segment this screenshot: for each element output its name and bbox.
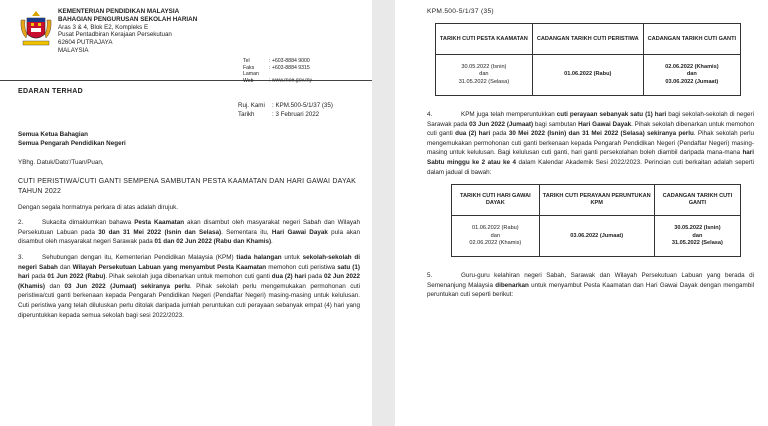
intro-paragraph: Dengan segala hormatnya perkara di atas adalah dirujuk.	[18, 203, 178, 211]
division-name: BAHAGIAN PENGURUSAN SEKOLAH HARIAN	[58, 15, 198, 23]
document-page-2	[395, 0, 768, 426]
recipients	[18, 130, 360, 148]
table-cell: 01.06.2022 (Rabu)	[532, 55, 643, 96]
document-page-1	[0, 0, 372, 426]
table-cell: 02.06.2022 (Khamis) dan 03.06.2022 (Jumaat)	[643, 55, 740, 96]
fax-label: Faks	[243, 64, 255, 71]
page-reference: KPM.500-5/1/37 (35)	[427, 8, 494, 15]
table-cell: 01.06.2022 (Rabu) dan 02.06.2022 (Khamis)	[452, 216, 540, 257]
paragraph-2: 2. Sukacita dimaklumkan bahawa Pesta Kaamatan akan disambut oleh masyarakat negeri Sabah dan Wilayah Persekutuan Labuan pada 30 dan 31 Mei 2022 (Isnin dan Selasa). Sementara itu, Hari Gawai Dayak pula akan disambut oleh masyarakat negeri Sarawak pada 01 dan 02 Jun 2022 (Rabu dan Khamis).	[18, 219, 361, 246]
malaysia-coat-of-arms-icon	[18, 8, 54, 48]
date-label: Tarikh	[238, 111, 255, 118]
header-divider	[0, 80, 372, 81]
recipient-line: Semua Ketua Bahagian	[18, 131, 88, 138]
paragraph-4: 4. KPM juga telah memperuntukkan cuti perayaan sebanyak satu (1) hari bagi sekolah-sekolah di negeri Sarawak pada 03 Jun 2022 (Jumaat) bagi sambutan Hari Gawai Dayak. Pihak sekolah dibenarkan untuk memohon cuti ganti dua (2) hari pada 30 Mei 2022 (Isnin) dan 31 Mei 2022 (Selasa) sekiranya perlu. Pihak sekolah perlu mengemukakan permohonan cuti ganti berkenaan kepada Pengarah Pendidikan Negeri (Pendaftar Negeri) masing-masing untuk kelulusan. Bagi kelulusan cuti ganti, hari ganti persekolahan boleh diambil daripada mana-mana hari Sabtu minggu ke 2 atau ke 4 dalam Kalendar Akademik Sesi 2022/2023. Perincian cuti berkaitan adalah seperti dalam jadual di bawah:	[427, 111, 754, 176]
recipient-line: Semua Pengarah Pendidikan Negeri	[18, 140, 126, 147]
classification: EDARAN TERHAD	[18, 88, 83, 95]
reference-block	[238, 101, 360, 119]
paragraph-number: 5.	[427, 272, 433, 280]
address-line: 62604 PUTRAJAYA	[58, 39, 113, 47]
fax-value: : +603-8884 9315	[269, 64, 310, 71]
subject-heading: CUTI PERISTIWA/CUTI GANTI SEMPENA SAMBUTAN PESTA KAAMATAN DAN HARI GAWAI DAYAK TAHUN 2022	[18, 177, 357, 195]
table-header-row	[436, 24, 741, 55]
paragraph-3: 3. Sehubungan dengan itu, Kementerian Pendidikan Malaysia (KPM) tiada halangan untuk sekolah-sekolah di negeri Sabah dan Wilayah Persekutuan Labuan yang menyambut Pesta Kaamatan memohon cuti peristiwa satu (1) hari pada 01 Jun 2022 (Rabu). Pihak sekolah juga dibenarkan untuk memohon cuti ganti dua (2) hari pada 02 Jun 2022 (Khamis) dan 03 Jun 2022 (Jumaat) sekiranya perlu. Pihak sekolah perlu mengemukakan permohonan cuti peristiwa/cuti ganti berkenaan kepada Pengarah Pendidikan Negeri (Pendaftar Negeri) masing-masing untuk kelulusan. Cuti peristiwa yang telah diluluskan perlu ditolak daripada jumlah peruntukan cuti perayaan sebanyak empat (4) hari yang diperuntukkan kepada semua sekolah bagi sesi 2022/2023.	[18, 253, 361, 319]
letterhead	[18, 6, 360, 84]
kaamatan-leave-table	[435, 23, 741, 96]
address-line: Pusat Pentadbiran Kerajaan Persekutuan	[58, 31, 172, 39]
organization-block	[58, 8, 197, 55]
table-header-cell: CADANGAN TARIKH CUTI PERISTIWA	[532, 24, 643, 55]
gawai-leave-table	[451, 184, 741, 257]
table-header-cell: CADANGAN TARIKH CUTI GANTI	[654, 185, 740, 216]
tel-value: : +603-8884 9000	[269, 58, 310, 64]
table-header-cell: TARIKH CUTI PESTA KAAMATAN	[436, 24, 533, 55]
paragraph-5: 5. Guru-guru kelahiran negeri Sabah, Sarawak dan Wilayah Persekutuan Labuan yang berada di Semenanjung Malaysia dibenarkan untuk menyambut Pesta Kaamatan dan Hari Gawai Dayak dengan mengambil peruntukan cuti seperti berikut:	[427, 272, 754, 299]
table-row	[436, 55, 741, 96]
ref-value: : KPM.500-5/1/37 (35)	[272, 102, 333, 109]
paragraph-number: 4.	[427, 111, 433, 118]
web-label: Laman Web	[243, 71, 259, 84]
table-cell: 30.05.2022 (Isnin) dan 31.05.2022 (Selasa)	[436, 55, 533, 96]
address-line: Aras 3 & 4, Blok E2, Kompleks E	[58, 23, 149, 31]
address-line: MALAYSIA	[58, 46, 89, 54]
tel-label: Tel	[243, 58, 250, 64]
table-header-row	[452, 185, 741, 216]
table-cell: 30.05.2022 (Isnin) dan 31.05.2022 (Selasa)	[654, 216, 740, 257]
ref-label: Ruj. Kami	[238, 102, 265, 109]
table-header-cell: TARIKH CUTI PERAYAAN PERUNTUKAN KPM	[539, 185, 654, 216]
web-value: : www.moe.gov.my	[269, 77, 313, 84]
salutation: YBhg. Datuk/Dato'/Tuan/Puan,	[18, 159, 104, 166]
ministry-name: KEMENTERIAN PENDIDIKAN MALAYSIA	[58, 8, 180, 15]
table-row	[452, 216, 741, 257]
paragraph-number: 2.	[18, 219, 24, 227]
paragraph-number: 3.	[18, 253, 24, 261]
date-value: : 3 Februari 2022	[272, 111, 320, 118]
table-header-cell: TARIKH CUTI HARI GAWAI DAYAK	[452, 185, 540, 216]
contact-block	[243, 58, 312, 84]
table-cell: 03.06.2022 (Jumaat)	[539, 216, 654, 257]
table-header-cell: CADANGAN TARIKH CUTI GANTI	[643, 24, 740, 55]
